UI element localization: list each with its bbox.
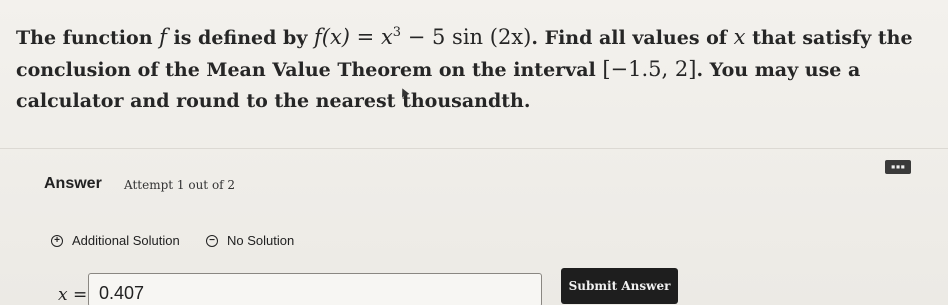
answer-input[interactable]	[88, 273, 542, 305]
additional-solution-label: Additional Solution	[72, 233, 180, 248]
plus-circle-icon: +	[51, 235, 63, 247]
minus-circle-icon: −	[206, 235, 218, 247]
answer-label: Answer	[44, 175, 102, 192]
interval: [−1.5, 2]	[602, 57, 697, 81]
attempt-counter: Attempt 1 out of 2	[124, 178, 236, 192]
question-intro: The function	[16, 27, 160, 49]
submit-answer-button[interactable]: Submit Answer	[561, 268, 678, 304]
variable-x: x	[733, 25, 746, 49]
question-find: . Find all values of	[531, 27, 734, 49]
additional-solution-button[interactable]	[51, 233, 180, 248]
question-end: . You may use a calculator and round to the nearest thousandth.	[16, 59, 861, 112]
answer-prefix: x =	[58, 285, 88, 305]
function-name: f	[159, 25, 167, 49]
question-defined-by: is defined by	[166, 27, 314, 49]
no-solution-button[interactable]	[206, 233, 294, 248]
function-expression: $f(x) = x^3 - 5$ sin (2x)	[313, 25, 532, 49]
divider	[0, 148, 948, 149]
no-solution-label: No Solution	[227, 233, 295, 248]
question-text	[16, 22, 936, 117]
question-conclusion: that satisfy the conclusion of the Mean Value Theorem on the interval	[16, 27, 913, 81]
calculator-icon[interactable]: ▪▪▪	[885, 160, 911, 174]
